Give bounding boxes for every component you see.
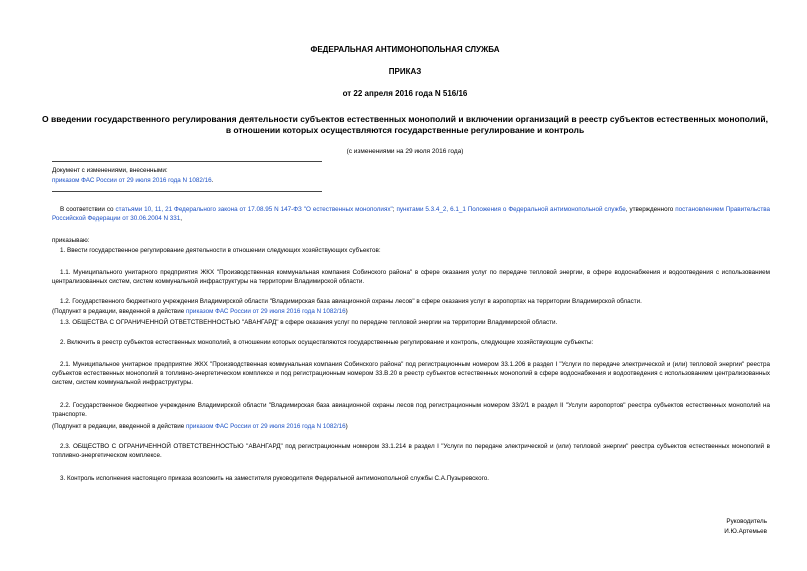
document-title: О введении государственного регулирования деятельности субъектов естественных монополий и включении организаций в реестр субъектов естественных монополий, в отношении которых осуществляются государственные регулирование и контроль bbox=[42, 114, 768, 135]
item-2-1: 2.1. Муниципальное унитарное предприятие ЖКХ "Производственная коммунальная компания Собинского района" под регистрационным номером 33.1.206 в раздел I "Услуги по передаче электрической и (или) тепловой энергии" реестра субъектов естественных монополий в топливно-энергетическом комплексе и под регистрационным номером 33.В.20 в реестр субъектов естественных монополий в сфере водоснабжения и водоотведения с использованием централизованных систем, систем коммунальной инфраструктуры. bbox=[52, 361, 770, 386]
item-3: 3. Контроль исполнения настоящего приказа возложить на заместителя руководителя Федеральной антимонопольной службы С.А.Пузыревского. bbox=[60, 475, 489, 482]
preamble: В соответствии со статьями 10, 11, 21 Федерального закона от 17.08.95 N 147-ФЗ "О естественных монополиях"; пунктами 5.3.4_2, 6.1_1 Положения о Федеральной антимонопольной службе, утвержденного постановлением Правительства Российской Федерации от 30.06.2004 N 331, bbox=[52, 206, 770, 222]
edit-link-1-2[interactable]: приказом ФАС России от 29 июля 2016 года N 1082/16 bbox=[186, 308, 346, 315]
divider-bottom bbox=[52, 191, 322, 192]
signature-position: Руководитель bbox=[726, 518, 767, 525]
amendments-line: приказом ФАС России от 29 июля 2016 года N 1082/16. bbox=[52, 177, 214, 184]
divider-top bbox=[52, 161, 322, 162]
item-2: 2. Включить в реестр субъектов естественных монополий, в отношении которых осуществляются государственные регулирование и контроль, следующие хозяйствующие субъекты: bbox=[60, 339, 594, 346]
amendments-label: Документ с изменениями, внесенными: bbox=[52, 167, 168, 174]
edit-link-2-2[interactable]: приказом ФАС России от 29 июля 2016 года N 1082/16 bbox=[186, 423, 346, 430]
signature-name: И.Ю.Артемьев bbox=[724, 528, 767, 535]
item-1-2: 1.2. Государственного бюджетного учреждения Владимирской области "Владимирская база авиационной охраны лесов" в сфере оказания услуг в аэропортах на территории Владимирской области. bbox=[60, 298, 642, 305]
order-word: приказываю: bbox=[52, 237, 90, 244]
item-1: 1. Ввести государственное регулирование деятельности в отношении следующих хозяйствующих субъектов: bbox=[60, 247, 381, 254]
item-1-1: 1.1. Муниципального унитарного предприятия ЖКХ "Производственная коммунальная компания Собинского района" в сфере оказания услуг по передаче тепловой энергии, в сфере водоснабжения и водоотведения с использованием централизованных систем, систем коммунальной инфраструктуры на территории Владимирской области. bbox=[52, 269, 770, 285]
item-2-2-edit-note: (Подпункт в редакции, введенной в действие приказом ФАС России от 29 июля 2016 года N 1082/16) bbox=[52, 423, 348, 430]
regulation-points-link[interactable]: пунктами 5.3.4_2, 6.1_1 Положения о Федеральной антимонопольной службе bbox=[396, 206, 626, 213]
government-decree-link[interactable]: постановлением Правительства Российской Федерации от 30.06.2004 N 331 bbox=[52, 206, 770, 222]
document-date-number: от 22 апреля 2016 года N 516/16 bbox=[342, 89, 468, 98]
item-1-2-edit-note: (Подпункт в редакции, введенной в действие приказом ФАС России от 29 июля 2016 года N 1082/16) bbox=[52, 308, 348, 315]
document-type: ПРИКАЗ bbox=[388, 67, 422, 76]
law-articles-link[interactable]: статьями 10, 11, 21 Федерального закона от 17.08.95 N 147-ФЗ "О естественных монополиях" bbox=[115, 206, 393, 213]
agency-name: ФЕДЕРАЛЬНАЯ АНТИМОНОПОЛЬНАЯ СЛУЖБА bbox=[310, 45, 500, 54]
item-2-3: 2.3. ОБЩЕСТВО С ОГРАНИЧЕННОЙ ОТВЕТСТВЕННОСТЬЮ "АВАНГАРД" под регистрационным номером 33.1.214 в раздел I "Услуги по передаче электрической и (или) тепловой энергии" реестра субъектов естественных монополий в топливно-энергетическом комплексе. bbox=[52, 443, 770, 459]
item-1-3: 1.3. ОБЩЕСТВА С ОГРАНИЧЕННОЙ ОТВЕТСТВЕННОСТЬЮ "АВАНГАРД" в сфере оказания услуг по передаче тепловой энергии на территории Владимирской области. bbox=[60, 319, 558, 326]
item-2-2: 2.2. Государственное бюджетное учреждение Владимирской области "Владимирская база авиационной охраны лесов под регистрационным номером 33/2/1 в раздел II "Услуги аэропортов" реестра субъектов естественных монополий на транспорте. bbox=[52, 402, 770, 418]
changes-note: (с изменениями на 29 июля 2016 года) bbox=[346, 148, 464, 155]
amendment-link[interactable]: приказом ФАС России от 29 июля 2016 года N 1082/16 bbox=[52, 177, 212, 184]
